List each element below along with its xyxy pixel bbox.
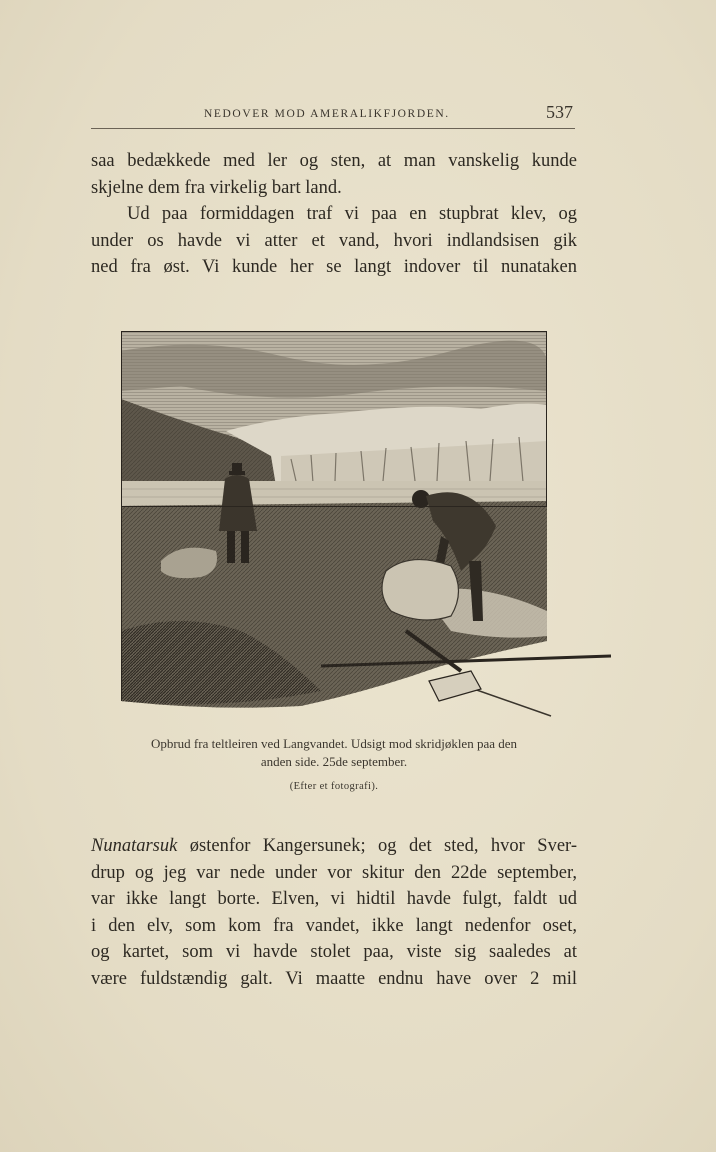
text-line: i den elv, som kom fra vandet, ikke langt nedenfor oset, bbox=[91, 915, 577, 936]
figure-credit: (Efter et fotografi). bbox=[289, 781, 379, 792]
text-line: var ikke langt borte. Elven, vi hidtil havde fulgt, faldt ud bbox=[91, 889, 577, 909]
engraving-illustration bbox=[121, 331, 611, 721]
text-line: drup og jeg var nede under vor skitur den 22de september, bbox=[91, 862, 577, 883]
running-title: NEDOVER MOD AMERALIKFJORDEN. bbox=[204, 108, 450, 120]
figure-caption bbox=[91, 735, 577, 771]
text-line: være fuldstændig galt. Vi maatte endnu have over 2 mil bbox=[91, 968, 577, 989]
box bbox=[429, 671, 481, 701]
body-text-top bbox=[91, 148, 577, 281]
body-text-bottom bbox=[91, 833, 577, 992]
text-line: Ud paa formiddagen traf vi paa en stupbrat klev, og bbox=[127, 204, 577, 224]
page-number: 537 bbox=[546, 102, 573, 122]
text-line: skjelne dem fra virkelig bart land. bbox=[91, 177, 342, 198]
bundle-right bbox=[382, 560, 459, 620]
page-header bbox=[91, 104, 575, 129]
text-line: ned fra øst. Vi kunde her se langt indover til nunataken bbox=[91, 257, 577, 277]
text-line: under os havde vi atter et vand, hvori indlandsisen gik bbox=[91, 230, 577, 251]
text-line: saa bedækkede med ler og sten, at man vanskelig kunde bbox=[91, 151, 577, 171]
text-line-rest: østenfor Kangersunek; og det sted, hvor Sver- bbox=[177, 836, 577, 856]
caption-line: Opbrud fra teltleiren ved Langvandet. Udsigt mod skridjøklen paa den bbox=[150, 736, 518, 751]
caption-line: anden side. 25de september. bbox=[260, 754, 408, 769]
text-line: og kartet, som vi havde stolet paa, viste sig saaledes at bbox=[91, 942, 577, 962]
italic-place-name: Nunatarsuk bbox=[91, 836, 178, 856]
text-line bbox=[91, 833, 577, 860]
